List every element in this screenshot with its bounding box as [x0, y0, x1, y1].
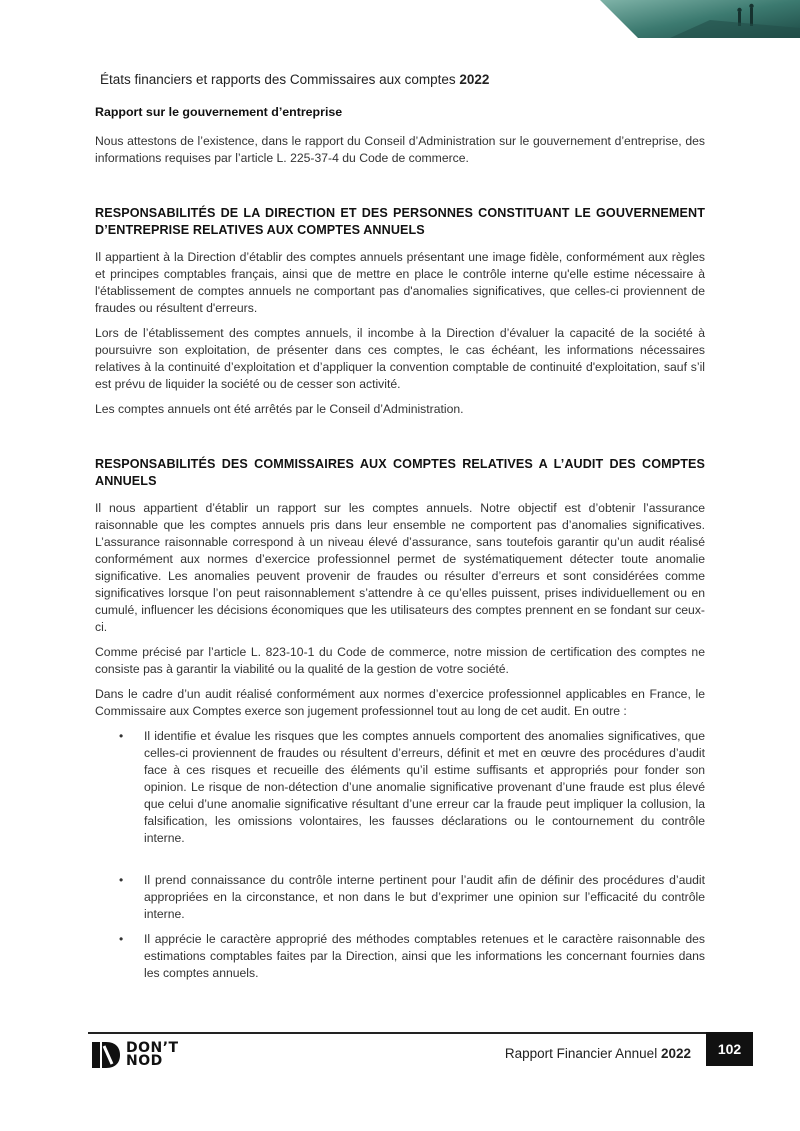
logo-line-1: DON’T: [126, 1040, 179, 1056]
list-item: [95, 931, 705, 982]
list-item-text: Il apprécie le caractère approprié des méthodes comptables retenues et le caractère raisonnable des estimations comptables faites par la Direction, ainsi que les informations les concernant fournies dans les comptes annuels.: [144, 932, 705, 980]
company-logo: [90, 1040, 179, 1070]
page-header: [100, 72, 489, 87]
list-item-text: Il identifie et évalue les risques que les comptes annuels comportent des anomalies significatives, que celles-ci proviennent de fraudes ou résultent d’erreurs, définit et met en œuvre des procédures d’audit face à ces risques et recueille des éléments qu’il estime suffisants et appropriés pour fonder son opinion. Le risque de non-détection d’une anomalie significative provenant d’une fraude est plus élevé que celui d’une anomalie significative résultant d’une erreur car la fraude peut impliquer la collusion, la falsification, les omissions volontaires, les fausses déclarations ou le contournement du contrôle interne.: [144, 729, 705, 845]
header-title: États financiers et rapports des Commissaires aux comptes: [100, 72, 456, 87]
list-item: [95, 728, 705, 847]
document-body: [95, 104, 705, 990]
section-title-auditors: RESPONSABILITÉS DES COMMISSAIRES AUX COMPTES RELATIVES A L’AUDIT DES COMPTES ANNUELS: [95, 457, 705, 488]
footer-year: 2022: [660, 1046, 691, 1061]
subheading: Rapport sur le gouvernement d’entreprise: [95, 105, 343, 119]
logo-text: [126, 1042, 179, 1068]
bullet-icon: •: [119, 873, 124, 887]
footer-title-text: Rapport Financier Annuel: [504, 1046, 658, 1061]
list-item: [95, 872, 705, 923]
paragraph: Il appartient à la Direction d’établir des comptes annuels présentant une image fidèle, conformément aux règles et principes comptables français, ainsi que de mettre en place le contrôle interne qu'elle estime nécessaire à l'établissement de comptes annuels ne comportant pas d'anomalies significatives, que celles-ci proviennent de fraudes ou résultent d'erreurs.: [95, 250, 705, 315]
bullet-icon: •: [119, 932, 124, 946]
header-year: 2022: [459, 72, 490, 87]
footer-divider: [88, 1032, 753, 1034]
paragraph: Il nous appartient d’établir un rapport sur les comptes annuels. Notre objectif est d’obtenir l’assurance raisonnable que les comptes annuels pris dans leur ensemble ne comportent pas d’anomalies significatives. L’assurance raisonnable correspond à un niveau élevé d’assurance, sans toutefois garantir qu’un audit réalisé conformément aux normes d’exercice professionnel permet de systématiquement détecter toute anomalie significative. Les anomalies peuvent provenir de fraudes ou résulter d’erreurs et sont considérées comme significatives lorsque l’on peut raisonnablement s’attendre à ce qu’elles puissent, prises individuellement ou en cumulé, influencer les décisions économiques que les utilisateurs des comptes prennent en se fondant sur ceux-ci.: [95, 501, 705, 634]
bullet-list: [95, 728, 705, 982]
page-number: 102: [706, 1032, 753, 1066]
list-item-text: Il prend connaissance du contrôle interne pertinent pour l’audit afin de définir des procédures d’audit appropriées en la circonstance, et non dans le but d’exprimer une opinion sur l’efficacité du contrôle interne.: [144, 873, 705, 921]
intro-paragraph: Nous attestons de l’existence, dans le rapport du Conseil d’Administration sur le gouvernement d’entreprise, des informations requises par l’article L. 225-37-4 du Code de commerce.: [95, 134, 705, 165]
paragraph: Lors de l’établissement des comptes annuels, il incombe à la Direction d’évaluer la capacité de la société à poursuivre son exploitation, de présenter dans ces comptes, le cas échéant, les informations nécessaires relatives à la continuité d’exploitation et d’appliquer la convention comptable de continuité d'exploitation, sauf s’il est prévu de liquider la société ou de cesser son activité.: [95, 326, 705, 391]
section-title-direction: RESPONSABILITÉS DE LA DIRECTION ET DES PERSONNES CONSTITUANT LE GOUVERNEMENT D’ENTREPRISE RELATIVES AUX COMPTES ANNUELS: [95, 206, 705, 237]
logo-line-2: NOD: [126, 1053, 163, 1069]
paragraph: Dans le cadre d’un audit réalisé conformément aux normes d’exercice professionnel applicables en France, le Commissaire aux Comptes exerce son jugement professionnel tout au long de cet audit. En outre :: [95, 687, 705, 718]
corner-decoration-image: [600, 0, 800, 38]
footer-report-title: [505, 1046, 691, 1061]
bullet-icon: •: [119, 729, 124, 743]
paragraph: Les comptes annuels ont été arrêtés par le Conseil d’Administration.: [95, 402, 464, 416]
paragraph: Comme précisé par l’article L. 823-10-1 du Code de commerce, notre mission de certification des comptes ne consiste pas à garantir la viabilité ou la qualité de la gestion de votre société.: [95, 645, 705, 676]
dontnod-logo-icon: [90, 1040, 122, 1070]
